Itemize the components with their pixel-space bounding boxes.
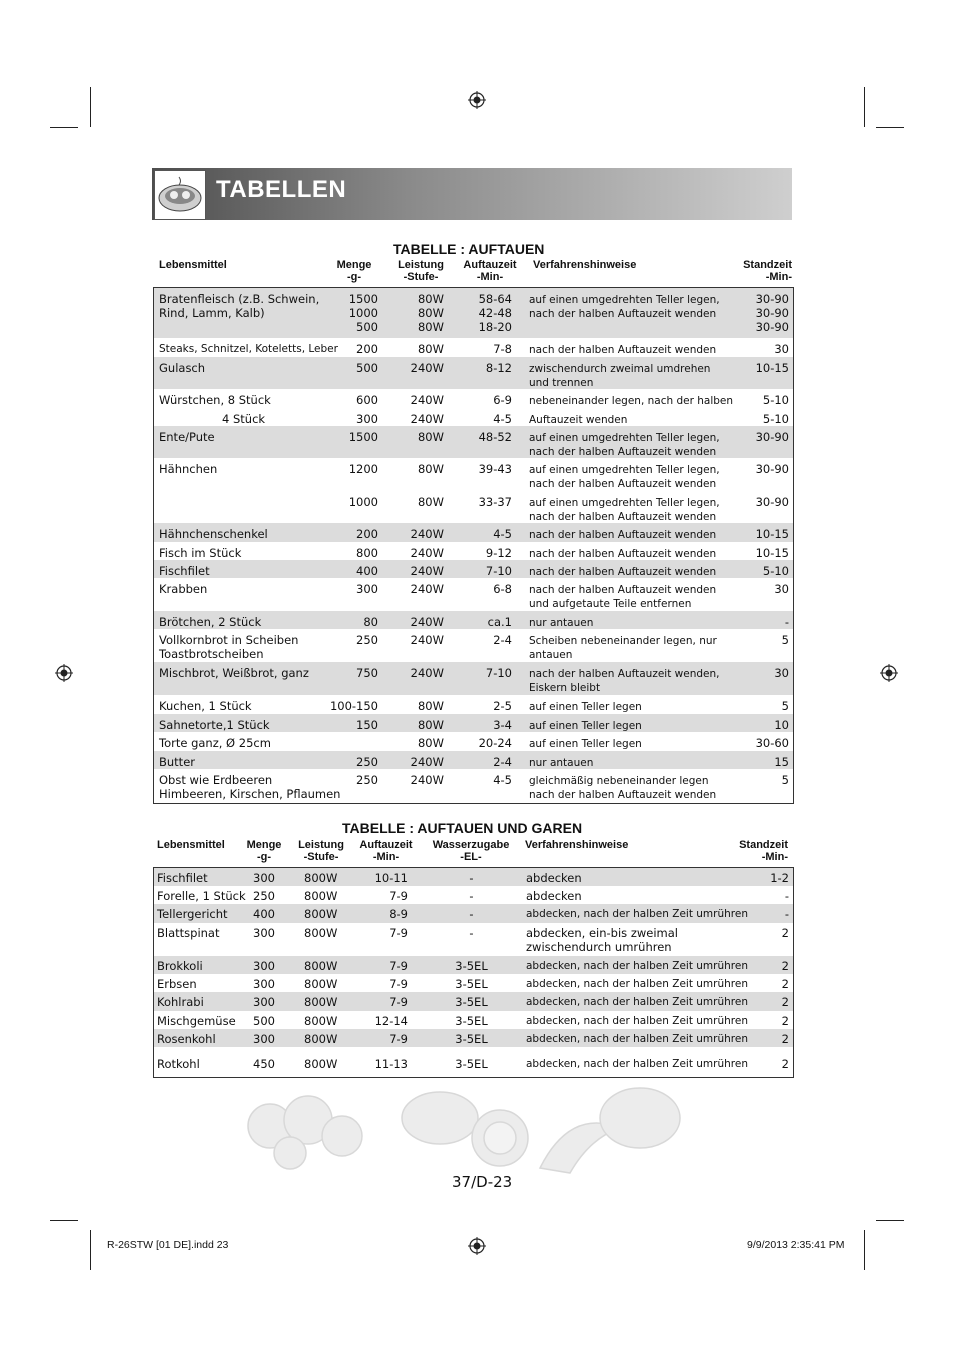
cell-quantity: 1000 bbox=[348, 495, 378, 509]
cell-quantity: 800 bbox=[356, 546, 378, 560]
table-row bbox=[154, 426, 793, 458]
registration-mark-icon bbox=[468, 91, 486, 109]
table-row bbox=[154, 491, 793, 523]
cell-standing: 2 bbox=[781, 1014, 789, 1028]
cell-instructions: Auftauzeit wenden bbox=[529, 414, 628, 426]
table-row bbox=[154, 714, 793, 732]
table-row bbox=[154, 992, 793, 1011]
cell-instructions: abdecken, nach der halben Zeit umrühren bbox=[526, 978, 748, 990]
cell-instructions: und aufgetaute Teile entfernen bbox=[529, 598, 692, 610]
cell-quantity: 1500 bbox=[348, 292, 378, 306]
cell-food: 4 Stück bbox=[222, 412, 266, 426]
crop-mark bbox=[876, 127, 904, 128]
cell-power: 240W bbox=[410, 615, 444, 629]
cell-time: 11-13 bbox=[374, 1057, 408, 1071]
cell-time: 7-9 bbox=[389, 889, 408, 903]
cell-time: 9-12 bbox=[485, 546, 512, 560]
cell-instructions: nebeneinander legen, nach der halben bbox=[529, 395, 734, 407]
cell-quantity: 300 bbox=[253, 1032, 275, 1046]
cell-time: 8-9 bbox=[389, 907, 408, 921]
cell-time: 7-9 bbox=[389, 977, 408, 991]
cell-food: Fischfilet bbox=[159, 564, 210, 578]
cell-instructions: auf einen umgedrehten Teller legen, bbox=[529, 497, 720, 509]
cell-time: 3-4 bbox=[493, 718, 512, 732]
cell-instructions: abdecken, nach der halben Zeit umrühren bbox=[526, 1015, 748, 1027]
cell-quantity: 500 bbox=[356, 361, 378, 375]
cell-quantity: 300 bbox=[253, 977, 275, 991]
cell-water: 3-5EL bbox=[455, 995, 488, 1009]
table-row bbox=[154, 751, 793, 769]
cell-quantity: 400 bbox=[356, 564, 378, 578]
cell-standing: 5 bbox=[781, 773, 789, 787]
cell-time: 4-5 bbox=[493, 773, 512, 787]
cell-power: 240W bbox=[410, 582, 444, 596]
cell-food: Kuchen, 1 Stück bbox=[159, 699, 252, 713]
cell-quantity: 450 bbox=[253, 1057, 275, 1071]
cell-quantity: 250 bbox=[356, 755, 378, 769]
cell-quantity: 80 bbox=[363, 615, 378, 629]
cell-time: 20-24 bbox=[478, 736, 512, 750]
cell-quantity: 250 bbox=[356, 773, 378, 787]
page-number: 37/D-23 bbox=[452, 1173, 513, 1191]
cell-instructions: nach der halben Auftauzeit wenden bbox=[529, 308, 717, 320]
cell-power: 80W bbox=[417, 699, 444, 713]
header-power: Leistung bbox=[298, 839, 344, 851]
crop-mark bbox=[864, 1230, 865, 1270]
cell-quantity: 500 bbox=[253, 1014, 275, 1028]
cell-quantity: 200 bbox=[356, 527, 378, 541]
cell-standing: 2 bbox=[781, 959, 789, 973]
cell-food: Würstchen, 8 Stück bbox=[159, 393, 271, 407]
cell-instructions: abdecken, nach der halben Zeit umrühren bbox=[526, 908, 748, 920]
cell-instructions: auf einen Teller legen bbox=[529, 738, 642, 750]
cell-time: 4-5 bbox=[493, 412, 512, 426]
cell-power: 800W bbox=[304, 926, 338, 940]
cell-time: 8-12 bbox=[485, 361, 512, 375]
cell-standing: - bbox=[784, 889, 789, 903]
table-row bbox=[154, 523, 793, 542]
cell-time: 18-20 bbox=[478, 320, 512, 334]
cell-quantity: 400 bbox=[253, 907, 275, 921]
cell-time: 7-10 bbox=[485, 564, 512, 578]
cell-standing: 2 bbox=[781, 977, 789, 991]
cell-food: Steaks, Schnitzel, Koteletts, Leber bbox=[159, 343, 338, 355]
cell-power: 240W bbox=[410, 527, 444, 541]
cell-standing: 15 bbox=[774, 755, 789, 769]
cell-time: 7-8 bbox=[493, 342, 512, 356]
header-food: Lebensmittel bbox=[157, 839, 225, 851]
cell-power: 80W bbox=[417, 430, 444, 444]
cell-power: 800W bbox=[304, 1032, 338, 1046]
cell-standing: 30-90 bbox=[755, 495, 789, 509]
cell-instructions: nach der halben Auftauzeit wenden bbox=[529, 789, 717, 801]
cell-quantity: 600 bbox=[356, 393, 378, 407]
table-row bbox=[154, 288, 793, 338]
cell-time: 2-5 bbox=[493, 699, 512, 713]
cell-time: 39-43 bbox=[478, 462, 512, 476]
cell-instructions: antauen bbox=[529, 649, 573, 661]
table-row bbox=[154, 886, 793, 904]
cell-food: Rosenkohl bbox=[157, 1032, 216, 1046]
cell-time: 58-64 bbox=[478, 292, 512, 306]
cell-power: 240W bbox=[410, 666, 444, 680]
footer-file: R-26STW [01 DE].indd 23 bbox=[107, 1239, 229, 1251]
cell-food: Rotkohl bbox=[157, 1057, 200, 1071]
cell-time: 12-14 bbox=[374, 1014, 408, 1028]
crop-mark bbox=[50, 127, 78, 128]
cell-power: 80W bbox=[417, 306, 444, 320]
table-row bbox=[154, 974, 793, 992]
cell-time: 48-52 bbox=[478, 430, 512, 444]
header-power: Leistung bbox=[398, 259, 444, 271]
cell-power: 800W bbox=[304, 1057, 338, 1071]
cell-standing: 30-90 bbox=[755, 306, 789, 320]
header-power-unit: -Stufe- bbox=[403, 271, 439, 283]
cell-power: 800W bbox=[304, 907, 338, 921]
cell-instructions: nach der halben Auftauzeit wenden bbox=[529, 584, 717, 596]
cell-food: Mischbrot, Weißbrot, ganz bbox=[159, 666, 309, 680]
cell-power: 80W bbox=[417, 718, 444, 732]
cell-food: Toastbrotscheiben bbox=[159, 647, 264, 661]
cell-instructions: Eiskern bleibt bbox=[529, 682, 601, 694]
table-title: TABELLE : AUFTAUEN UND GAREN bbox=[342, 820, 583, 836]
cell-standing: - bbox=[784, 615, 789, 629]
cell-instructions: nur antauen bbox=[529, 757, 594, 769]
cell-time: 7-10 bbox=[485, 666, 512, 680]
table-row bbox=[154, 923, 793, 956]
cell-instructions: nach der halben Auftauzeit wenden bbox=[529, 446, 717, 458]
cell-water: - bbox=[469, 926, 474, 940]
table-row bbox=[154, 904, 793, 923]
cell-food: Tellergericht bbox=[157, 907, 228, 921]
cell-time: 7-9 bbox=[389, 995, 408, 1009]
cell-power: 80W bbox=[417, 292, 444, 306]
cell-food: Rind, Lamm, Kalb) bbox=[159, 306, 265, 320]
cell-time: 6-9 bbox=[493, 393, 512, 407]
cell-water: - bbox=[469, 871, 474, 885]
header-water: Wasserzugabe bbox=[432, 839, 510, 851]
cell-food: Krabben bbox=[159, 582, 208, 596]
cell-power: 800W bbox=[304, 995, 338, 1009]
cell-power: 800W bbox=[304, 959, 338, 973]
cell-instructions: abdecken, nach der halben Zeit umrühren bbox=[526, 996, 748, 1008]
cell-quantity: 1200 bbox=[348, 462, 378, 476]
registration-mark-icon bbox=[880, 664, 898, 682]
cell-instructions: nach der halben Auftauzeit wenden bbox=[529, 529, 717, 541]
cell-power: 800W bbox=[304, 871, 338, 885]
cell-water: 3-5EL bbox=[455, 977, 488, 991]
cell-standing: 1-2 bbox=[770, 871, 789, 885]
cell-standing: - bbox=[784, 907, 789, 921]
cell-instructions: und trennen bbox=[529, 377, 594, 389]
cell-quantity: 200 bbox=[356, 342, 378, 356]
cell-instructions: abdecken, ein-bis zweimal bbox=[526, 926, 678, 940]
crop-mark bbox=[50, 1220, 78, 1221]
cell-food: Obst wie Erdbeeren bbox=[159, 773, 273, 787]
table-row bbox=[154, 629, 793, 662]
header-qty-unit: -g- bbox=[256, 851, 272, 863]
cell-instructions: nach der halben Auftauzeit wenden bbox=[529, 344, 717, 356]
cell-food: Torte ganz, Ø 25cm bbox=[159, 736, 271, 750]
table-row bbox=[154, 868, 793, 886]
cell-instructions: auf einen umgedrehten Teller legen, bbox=[529, 294, 720, 306]
cell-instructions: zwischendurch umrühren bbox=[526, 940, 672, 954]
header-power-unit: -Stufe- bbox=[303, 851, 339, 863]
garen-table bbox=[153, 867, 794, 1078]
cell-food: Brokkoli bbox=[157, 959, 203, 973]
cell-time: 10-11 bbox=[374, 871, 408, 885]
cell-food: Gulasch bbox=[159, 361, 206, 375]
cell-water: 3-5EL bbox=[455, 1032, 488, 1046]
cell-instructions: Scheiben nebeneinander legen, nur bbox=[529, 635, 717, 647]
table-row bbox=[154, 1011, 793, 1029]
cell-quantity: 300 bbox=[253, 959, 275, 973]
cell-quantity: 1500 bbox=[348, 430, 378, 444]
header-water-unit: -EL- bbox=[460, 851, 482, 863]
cell-power: 80W bbox=[417, 495, 444, 509]
header-time-unit: -Min- bbox=[372, 851, 400, 863]
cell-food: Blattspinat bbox=[157, 926, 220, 940]
cell-standing: 5 bbox=[781, 633, 789, 647]
cell-standing: 30 bbox=[774, 342, 789, 356]
cell-food: Fischfilet bbox=[157, 871, 208, 885]
cell-food: Hähnchen bbox=[159, 462, 218, 476]
header-standing-unit: -Min- bbox=[765, 271, 792, 283]
header-standing: Standzeit bbox=[743, 259, 792, 271]
table-row bbox=[154, 338, 793, 357]
cell-instructions: auf einen Teller legen bbox=[529, 701, 642, 713]
vegetables-illustration-icon bbox=[230, 1078, 700, 1178]
cell-quantity: 100-150 bbox=[329, 699, 378, 713]
cell-instructions: auf einen Teller legen bbox=[529, 720, 642, 732]
cell-standing: 2 bbox=[781, 1032, 789, 1046]
cell-power: 240W bbox=[410, 633, 444, 647]
cell-standing: 5-10 bbox=[762, 393, 789, 407]
cell-standing: 10-15 bbox=[755, 361, 789, 375]
cell-quantity: 300 bbox=[356, 412, 378, 426]
cell-instructions: abdecken, nach der halben Zeit umrühren bbox=[526, 1033, 748, 1045]
cell-quantity: 300 bbox=[356, 582, 378, 596]
cell-instructions: nur antauen bbox=[529, 617, 594, 629]
cell-time: ca.1 bbox=[487, 615, 512, 629]
cell-food: Hähnchenschenkel bbox=[159, 527, 268, 541]
header-time: Auftauzeit bbox=[463, 259, 517, 271]
cell-time: 42-48 bbox=[478, 306, 512, 320]
cell-power: 240W bbox=[410, 546, 444, 560]
header-qty-unit: -g- bbox=[346, 271, 362, 283]
table-row bbox=[154, 408, 793, 426]
table-row bbox=[154, 578, 793, 611]
table-row bbox=[154, 1029, 793, 1047]
cell-standing: 5 bbox=[781, 699, 789, 713]
cell-instructions: nach der halben Auftauzeit wenden, bbox=[529, 668, 720, 680]
cell-food: Brötchen, 2 Stück bbox=[159, 615, 262, 629]
table-row bbox=[154, 389, 793, 408]
cell-power: 80W bbox=[417, 320, 444, 334]
crop-mark bbox=[90, 87, 91, 127]
cell-food: Himbeeren, Kirschen, Pflaumen bbox=[159, 787, 341, 801]
cell-standing: 30 bbox=[774, 582, 789, 596]
cell-power: 240W bbox=[410, 361, 444, 375]
table-row bbox=[154, 542, 793, 560]
cell-quantity: 150 bbox=[356, 718, 378, 732]
registration-mark-icon bbox=[55, 664, 73, 682]
cell-water: - bbox=[469, 907, 474, 921]
header-time-unit: -Min- bbox=[476, 271, 504, 283]
cell-instructions: abdecken bbox=[526, 871, 582, 885]
table-row bbox=[154, 769, 793, 802]
table-row bbox=[154, 732, 793, 751]
cell-food: Bratenfleisch (z.B. Schwein, bbox=[159, 292, 320, 306]
header-time: Auftauzeit bbox=[359, 839, 413, 851]
cell-food: Ente/Pute bbox=[159, 430, 215, 444]
cell-power: 240W bbox=[410, 393, 444, 407]
cell-food: Erbsen bbox=[157, 977, 197, 991]
cell-instructions: auf einen umgedrehten Teller legen, bbox=[529, 432, 720, 444]
cell-quantity: 250 bbox=[253, 889, 275, 903]
crop-mark bbox=[90, 1230, 91, 1270]
cell-instructions: nach der halben Auftauzeit wenden bbox=[529, 478, 717, 490]
cell-quantity: 750 bbox=[356, 666, 378, 680]
header-standing: Standzeit bbox=[739, 839, 788, 851]
cell-standing: 30 bbox=[774, 666, 789, 680]
cell-standing: 30-90 bbox=[755, 292, 789, 306]
table-row bbox=[154, 458, 793, 491]
cell-standing: 10-15 bbox=[755, 527, 789, 541]
cell-water: - bbox=[469, 889, 474, 903]
cell-instructions: nach der halben Auftauzeit wenden bbox=[529, 548, 717, 560]
header-qty: Menge bbox=[246, 839, 282, 851]
table-title: TABELLE : AUFTAUEN bbox=[393, 241, 545, 257]
cell-power: 800W bbox=[304, 889, 338, 903]
cell-time: 7-9 bbox=[389, 1032, 408, 1046]
cell-quantity: 1000 bbox=[348, 306, 378, 320]
cell-power: 800W bbox=[304, 977, 338, 991]
cell-quantity: 250 bbox=[356, 633, 378, 647]
cell-standing: 2 bbox=[781, 926, 789, 940]
cell-water: 3-5EL bbox=[455, 1014, 488, 1028]
cell-time: 7-9 bbox=[389, 959, 408, 973]
cell-food: Sahnetorte,1 Stück bbox=[159, 718, 270, 732]
table-row bbox=[154, 956, 793, 974]
cell-instructions: zwischendurch zweimal umdrehen bbox=[529, 363, 711, 375]
cell-standing: 5-10 bbox=[762, 564, 789, 578]
cell-food: Kohlrabi bbox=[157, 995, 204, 1009]
table-row bbox=[154, 611, 793, 629]
cell-time: 6-8 bbox=[493, 582, 512, 596]
cell-quantity: 300 bbox=[253, 995, 275, 1009]
table-row bbox=[154, 695, 793, 714]
cell-instructions: auf einen umgedrehten Teller legen, bbox=[529, 464, 720, 476]
cell-food: Vollkornbrot in Scheiben bbox=[159, 633, 299, 647]
cell-instructions: nach der halben Auftauzeit wenden bbox=[529, 566, 717, 578]
header-food: Lebensmittel bbox=[159, 259, 227, 271]
page-title: TABELLEN bbox=[216, 176, 347, 203]
table-row bbox=[154, 357, 793, 389]
cell-food: Mischgemüse bbox=[157, 1014, 236, 1028]
cell-standing: 10-15 bbox=[755, 546, 789, 560]
cell-time: 2-4 bbox=[493, 633, 512, 647]
auftauen-table bbox=[153, 287, 794, 804]
cell-quantity: 300 bbox=[253, 871, 275, 885]
cell-time: 2-4 bbox=[493, 755, 512, 769]
cell-power: 240W bbox=[410, 412, 444, 426]
cell-instructions: nach der halben Auftauzeit wenden bbox=[529, 511, 717, 523]
cell-time: 4-5 bbox=[493, 527, 512, 541]
cell-food: Butter bbox=[159, 755, 195, 769]
cell-time: 33-37 bbox=[478, 495, 512, 509]
cell-power: 240W bbox=[410, 564, 444, 578]
cell-standing: 30-90 bbox=[755, 430, 789, 444]
table-row bbox=[154, 662, 793, 695]
header-instructions: Verfahrenshinweise bbox=[525, 839, 629, 851]
crop-mark bbox=[876, 1220, 904, 1221]
cell-power: 800W bbox=[304, 1014, 338, 1028]
cell-power: 240W bbox=[410, 755, 444, 769]
footer-date: 9/9/2013 2:35:41 PM bbox=[747, 1239, 845, 1251]
cell-power: 80W bbox=[417, 736, 444, 750]
table-row bbox=[154, 560, 793, 578]
cell-water: 3-5EL bbox=[455, 959, 488, 973]
crop-mark bbox=[864, 87, 865, 127]
cell-water: 3-5EL bbox=[455, 1057, 488, 1071]
header-instructions: Verfahrenshinweise bbox=[533, 259, 637, 271]
cell-time: 7-9 bbox=[389, 926, 408, 940]
cell-standing: 2 bbox=[781, 1057, 789, 1071]
cell-standing: 10 bbox=[774, 718, 789, 732]
food-plate-icon bbox=[154, 170, 206, 220]
registration-mark-icon bbox=[468, 1237, 486, 1255]
cell-food: Fisch im Stück bbox=[159, 546, 242, 560]
table-row bbox=[154, 1047, 793, 1077]
cell-power: 80W bbox=[417, 342, 444, 356]
cell-quantity: 500 bbox=[356, 320, 378, 334]
cell-quantity: 300 bbox=[253, 926, 275, 940]
cell-standing: 30-90 bbox=[755, 462, 789, 476]
header-standing-unit: -Min- bbox=[761, 851, 788, 863]
cell-power: 80W bbox=[417, 462, 444, 476]
cell-instructions: abdecken, nach der halben Zeit umrühren bbox=[526, 1058, 748, 1070]
cell-power: 240W bbox=[410, 773, 444, 787]
cell-instructions: abdecken bbox=[526, 889, 582, 903]
cell-instructions: abdecken, nach der halben Zeit umrühren bbox=[526, 960, 748, 972]
cell-food: Forelle, 1 Stück bbox=[157, 889, 246, 903]
cell-standing: 5-10 bbox=[762, 412, 789, 426]
header-qty: Menge bbox=[336, 259, 372, 271]
cell-standing: 30-60 bbox=[755, 736, 789, 750]
cell-standing: 2 bbox=[781, 995, 789, 1009]
cell-instructions: gleichmäßig nebeneinander legen bbox=[529, 775, 709, 787]
cell-standing: 30-90 bbox=[755, 320, 789, 334]
